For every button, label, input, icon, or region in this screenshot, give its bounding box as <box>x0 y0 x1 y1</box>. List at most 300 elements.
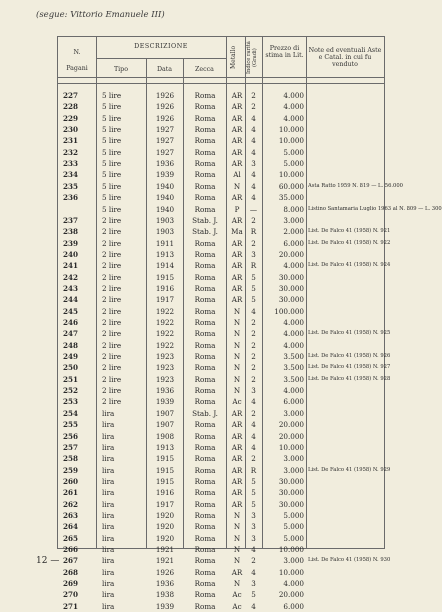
coin-type: 5 lire <box>102 193 122 203</box>
coin-date: 1940 <box>155 204 175 214</box>
coin-mint: Roma <box>194 590 216 600</box>
coin-price: 3.000 <box>283 556 304 566</box>
coin-type: lira <box>102 510 115 520</box>
coin-type: lira <box>102 465 115 475</box>
coin-rarity: 5 <box>251 499 256 509</box>
header-zecca: Zecca <box>195 66 214 73</box>
coin-metal: N <box>233 340 241 350</box>
coin-type: 5 lire <box>102 159 122 169</box>
coin-type: 5 lire <box>102 181 122 191</box>
table-row <box>58 453 384 464</box>
coin-mint: Roma <box>194 170 216 180</box>
header-rarita: Indice rarità (Gradi) <box>246 41 258 74</box>
row-number: 254 <box>63 408 79 418</box>
coin-date: 1939 <box>155 170 175 180</box>
coin-mint: Roma <box>194 306 216 316</box>
row-number: 245 <box>63 306 79 316</box>
header-divider <box>58 83 384 84</box>
coin-price: 4.000 <box>283 386 304 396</box>
coin-rarity: 5 <box>251 295 256 305</box>
coin-rarity: R <box>250 227 257 237</box>
coin-note: Listino Santamaria Luglio 1963 al N. 809 — L. 300 <box>308 205 442 212</box>
coin-price: 4.000 <box>283 340 304 350</box>
coin-date: 1915 <box>155 476 175 486</box>
coin-date: 1915 <box>155 454 175 464</box>
header-numero: N. <box>73 49 81 56</box>
row-number: 239 <box>63 238 79 248</box>
coin-note: List. De Falco 41 (1958) N. 930 <box>308 557 391 564</box>
coin-price: 8.000 <box>283 204 304 214</box>
coin-metal: AR <box>231 431 243 441</box>
coin-rarity: 5 <box>251 590 256 600</box>
coin-price: 6.000 <box>283 238 304 248</box>
row-number: 266 <box>63 545 79 554</box>
table-row <box>58 567 384 578</box>
coin-type: 2 lire <box>102 249 122 259</box>
row-number: 242 <box>63 272 79 282</box>
coin-mint: Roma <box>194 431 216 441</box>
coin-mint: Roma <box>194 465 216 475</box>
coin-date: 1926 <box>155 567 175 577</box>
coin-date: 1915 <box>155 272 175 282</box>
row-number: 261 <box>63 488 79 498</box>
coin-type: 2 lire <box>102 352 122 362</box>
table-row <box>58 589 384 600</box>
coin-rarity: — <box>249 204 258 214</box>
coin-price: 4.000 <box>283 261 304 271</box>
coin-mint: Stab. J. <box>192 408 218 418</box>
page-number: 12 — <box>36 556 60 566</box>
coin-price: 30.000 <box>278 295 304 305</box>
coin-date: 1922 <box>155 318 175 327</box>
coin-price: 10.000 <box>278 170 304 180</box>
coin-date: 1913 <box>155 442 175 452</box>
coin-mint: Stab. J. <box>192 215 218 225</box>
row-number: 270 <box>63 590 79 600</box>
row-number: 240 <box>63 249 79 259</box>
coin-mint: Roma <box>194 567 216 577</box>
row-number: 263 <box>63 510 79 520</box>
coin-date: 1922 <box>155 329 175 339</box>
coin-type: 2 lire <box>102 227 122 237</box>
coin-date: 1939 <box>155 601 175 611</box>
row-number: 257 <box>63 442 79 452</box>
coin-price: 10.000 <box>278 545 304 554</box>
row-number: 256 <box>63 431 79 441</box>
coin-date: 1915 <box>155 465 175 475</box>
coin-mint: Roma <box>194 579 216 589</box>
table-row <box>58 113 384 124</box>
coin-note: List. De Falco 41 (1958) N. 927 <box>308 364 391 371</box>
coin-mint: Roma <box>194 374 216 384</box>
header-descrizione: DESCRIZIONE <box>134 43 188 50</box>
coin-price: 35.000 <box>278 193 304 203</box>
coin-rarity: 4 <box>251 420 256 430</box>
coin-date: 1916 <box>155 488 175 498</box>
coin-metal: AR <box>231 454 243 464</box>
coin-date: 1938 <box>155 590 175 600</box>
table-row <box>58 362 391 373</box>
table-row <box>58 101 384 112</box>
row-number: 244 <box>63 295 79 305</box>
coin-mint: Roma <box>194 159 216 169</box>
coin-type: lira <box>102 431 115 441</box>
row-number: 246 <box>63 318 79 327</box>
coin-date: 1923 <box>155 374 175 384</box>
table-row <box>58 487 384 498</box>
coin-mint: Roma <box>194 545 216 554</box>
row-number: 260 <box>63 476 79 486</box>
coin-rarity: 4 <box>251 170 256 180</box>
row-number: 243 <box>63 283 79 293</box>
coin-date: 1940 <box>155 193 175 203</box>
row-number: 227 <box>63 91 79 100</box>
coin-type: lira <box>102 408 115 418</box>
coin-price: 5.000 <box>283 533 304 543</box>
coin-date: 1903 <box>155 227 175 237</box>
coin-price: 6.000 <box>283 601 304 611</box>
coin-type: 2 lire <box>102 374 122 384</box>
coin-price: 30.000 <box>278 272 304 282</box>
coin-date: 1922 <box>155 306 175 316</box>
coin-metal: AR <box>231 476 243 486</box>
row-number: 236 <box>63 193 79 203</box>
coin-price: 30.000 <box>278 499 304 509</box>
coin-mint: Roma <box>194 136 216 146</box>
header-note: Note ed eventuali Aste e Catal. in cui fu venduto <box>308 47 382 68</box>
coin-note: List. De Falco 41 (1958) N. 929 <box>308 466 391 473</box>
table-row <box>58 249 384 260</box>
coin-price: 10.000 <box>278 442 304 452</box>
table-row <box>58 510 384 521</box>
coin-rarity: 2 <box>251 102 256 112</box>
coin-metal: AR <box>231 261 243 271</box>
coin-type: lira <box>102 454 115 464</box>
header-divider <box>58 77 384 78</box>
coin-type: 2 lire <box>102 329 122 339</box>
coin-rarity: 4 <box>251 306 256 316</box>
table-row <box>58 306 384 317</box>
table-row <box>58 419 384 430</box>
coin-price: 4.000 <box>283 318 304 327</box>
coin-type: 2 lire <box>102 272 122 282</box>
coin-mint: Roma <box>194 181 216 191</box>
table-row <box>58 351 391 362</box>
coin-rarity: 5 <box>251 272 256 282</box>
coin-type: 2 lire <box>102 295 122 305</box>
coin-date: 1921 <box>155 545 175 554</box>
coin-mint: Roma <box>194 397 216 407</box>
coin-mint: Roma <box>194 533 216 543</box>
table-row <box>58 169 384 180</box>
coin-type: lira <box>102 567 115 577</box>
table-row <box>58 555 391 566</box>
coin-rarity: 4 <box>251 147 256 157</box>
coin-date: 1927 <box>155 147 175 157</box>
table-row <box>58 442 384 453</box>
row-number: 255 <box>63 420 79 430</box>
coin-mint: Roma <box>194 102 216 112</box>
coin-date: 1920 <box>155 522 175 532</box>
coin-price: 3.000 <box>283 215 304 225</box>
coin-type: 5 lire <box>102 91 122 100</box>
coin-type: lira <box>102 476 115 486</box>
coin-price: 5.000 <box>283 510 304 520</box>
table-row <box>58 226 391 237</box>
table-row <box>58 294 384 305</box>
coin-mint: Roma <box>194 261 216 271</box>
row-number: 237 <box>63 215 79 225</box>
coin-mint: Roma <box>194 488 216 498</box>
coin-date: 1908 <box>155 431 175 441</box>
coin-note: Asta Ratto 1959 N. 819 — L. 56.000 <box>308 182 403 189</box>
coin-mint: Roma <box>194 113 216 123</box>
coin-rarity: 5 <box>251 488 256 498</box>
coin-mint: Roma <box>194 193 216 203</box>
row-number: 241 <box>63 261 79 271</box>
coin-mint: Roma <box>194 363 216 373</box>
coin-metal: AR <box>231 91 243 100</box>
coin-metal: AR <box>231 420 243 430</box>
coin-type: 5 lire <box>102 147 122 157</box>
coin-price: 3.500 <box>283 363 304 373</box>
coin-metal: AR <box>231 136 243 146</box>
coin-type: lira <box>102 556 115 566</box>
coin-price: 100.000 <box>274 306 304 316</box>
coin-rarity: 3 <box>251 159 256 169</box>
header-tipo: Tipo <box>113 66 129 73</box>
table-row <box>58 431 384 442</box>
coin-rarity: 2 <box>251 408 256 418</box>
catalog-table <box>57 36 442 611</box>
coin-metal: AR <box>231 102 243 112</box>
header-pagani: Pagani <box>66 65 88 72</box>
coin-note: List. De Falco 41 (1958) N. 925 <box>308 330 391 337</box>
header-prezzo: Prezzo di stima in Lit. <box>265 45 304 59</box>
header-divider <box>96 58 226 59</box>
coin-metal: AR <box>231 408 243 418</box>
coin-rarity: 3 <box>251 249 256 259</box>
coin-type: lira <box>102 488 115 498</box>
table-row <box>58 238 391 249</box>
coin-type: lira <box>102 579 115 589</box>
row-number: 234 <box>63 170 79 180</box>
coin-mint: Roma <box>194 454 216 464</box>
coin-metal: Ac <box>232 601 242 611</box>
coin-rarity: 4 <box>251 545 256 554</box>
coin-type: 2 lire <box>102 340 122 350</box>
coin-metal: AR <box>231 193 243 203</box>
coin-mint: Roma <box>194 510 216 520</box>
table-row <box>58 385 384 396</box>
coin-price: 10.000 <box>278 567 304 577</box>
row-number: 268 <box>63 567 79 577</box>
coin-metal: N <box>233 181 241 191</box>
row-number: 248 <box>63 340 79 350</box>
coin-type: 5 lire <box>102 204 122 214</box>
coin-type: lira <box>102 590 115 600</box>
coin-type: 5 lire <box>102 170 122 180</box>
coin-date: 1940 <box>155 181 175 191</box>
coin-type: 2 lire <box>102 363 122 373</box>
table-row <box>58 158 384 169</box>
coin-date: 1939 <box>155 397 175 407</box>
coin-metal: AR <box>231 488 243 498</box>
header-note: (segue: Vittorio Emanuele III) <box>36 10 165 20</box>
coin-metal: AR <box>231 272 243 282</box>
coin-metal: Ac <box>232 397 242 407</box>
table-row <box>58 135 384 146</box>
coin-price: 20.000 <box>278 249 304 259</box>
coin-mint: Roma <box>194 420 216 430</box>
coin-date: 1917 <box>155 295 175 305</box>
coin-mint: Stab. J. <box>192 227 218 237</box>
coin-rarity: 4 <box>251 601 256 611</box>
coin-type: lira <box>102 499 115 509</box>
coin-rarity: 2 <box>251 454 256 464</box>
coin-price: 4.000 <box>283 102 304 112</box>
table-row <box>58 260 391 271</box>
coin-metal: N <box>233 386 241 396</box>
row-number: 233 <box>63 159 79 169</box>
coin-mint: Roma <box>194 91 216 100</box>
coin-date: 1936 <box>155 386 175 396</box>
coin-rarity: 2 <box>251 318 256 327</box>
coin-price: 4.000 <box>283 91 304 100</box>
coin-metal: Ma <box>231 227 243 237</box>
coin-note: List. De Falco 41 (1958) N. 924 <box>308 262 391 269</box>
coin-mint: Roma <box>194 556 216 566</box>
coin-rarity: 2 <box>251 352 256 362</box>
coin-metal: AR <box>231 215 243 225</box>
coin-rarity: 2 <box>251 556 256 566</box>
coin-date: 1907 <box>155 420 175 430</box>
row-number: 267 <box>63 556 79 566</box>
table-row <box>58 465 391 476</box>
coin-rarity: 2 <box>251 91 256 100</box>
table-row <box>58 544 384 555</box>
table-row <box>58 283 384 294</box>
coin-rarity: 3 <box>251 533 256 543</box>
table-row <box>58 499 384 510</box>
coin-metal: N <box>233 329 241 339</box>
coin-note: List. De Falco 41 (1958) N. 922 <box>308 239 391 246</box>
coin-mint: Roma <box>194 272 216 282</box>
coin-metal: N <box>233 510 241 520</box>
coin-price: 3.500 <box>283 352 304 362</box>
row-number: 258 <box>63 454 79 464</box>
coin-price: 20.000 <box>278 431 304 441</box>
row-number: 262 <box>63 499 79 509</box>
table-row <box>58 215 384 226</box>
row-number: 259 <box>63 465 79 475</box>
coin-type: 5 lire <box>102 102 122 112</box>
table-row <box>58 181 403 192</box>
coin-metal: AR <box>231 147 243 157</box>
coin-date: 1917 <box>155 499 175 509</box>
row-number: 249 <box>63 352 79 362</box>
coin-price: 5.000 <box>283 522 304 532</box>
coin-type: 5 lire <box>102 125 122 135</box>
coin-price: 4.000 <box>283 579 304 589</box>
coin-mint: Roma <box>194 238 216 248</box>
coin-type: lira <box>102 522 115 532</box>
coin-type: 2 lire <box>102 261 122 271</box>
table-row <box>58 340 384 351</box>
coin-metal: N <box>233 374 241 384</box>
table-row <box>58 408 384 419</box>
coin-type: 2 lire <box>102 318 122 327</box>
coin-date: 1914 <box>155 261 175 271</box>
coin-price: 3.000 <box>283 465 304 475</box>
table-row <box>58 147 384 158</box>
coin-price: 5.000 <box>283 159 304 169</box>
table-row <box>58 192 384 203</box>
row-number: 250 <box>63 363 79 373</box>
coin-metal: AR <box>231 125 243 135</box>
coin-price: 30.000 <box>278 476 304 486</box>
coin-rarity: 4 <box>251 125 256 135</box>
row-number: 271 <box>63 601 79 611</box>
coin-price: 3.000 <box>283 408 304 418</box>
coin-type: lira <box>102 601 115 611</box>
coin-type: 2 lire <box>102 386 122 396</box>
coin-mint: Roma <box>194 249 216 259</box>
coin-type: lira <box>102 545 115 554</box>
coin-metal: AR <box>231 113 243 123</box>
coin-rarity: 2 <box>251 340 256 350</box>
coin-rarity: 2 <box>251 238 256 248</box>
row-number: 229 <box>63 113 79 123</box>
coin-price: 30.000 <box>278 283 304 293</box>
coin-rarity: 4 <box>251 397 256 407</box>
coin-type: 2 lire <box>102 238 122 248</box>
coin-type: lira <box>102 442 115 452</box>
table-row <box>58 317 384 328</box>
coin-type: 2 lire <box>102 215 122 225</box>
coin-type: 2 lire <box>102 283 122 293</box>
coin-date: 1926 <box>155 113 175 123</box>
coin-metal: N <box>233 306 241 316</box>
header-metallo: Metallo <box>230 45 237 70</box>
coin-price: 20.000 <box>278 420 304 430</box>
coin-type: 2 lire <box>102 306 122 316</box>
coin-date: 1907 <box>155 408 175 418</box>
coin-price: 20.000 <box>278 590 304 600</box>
coin-rarity: 4 <box>251 113 256 123</box>
table-row <box>58 124 384 135</box>
coin-rarity: 5 <box>251 476 256 486</box>
coin-price: 10.000 <box>278 125 304 135</box>
coin-mint: Roma <box>194 204 216 214</box>
row-number: 247 <box>63 329 79 339</box>
coin-metal: AR <box>231 442 243 452</box>
coin-metal: N <box>233 533 241 543</box>
coin-date: 1911 <box>155 238 175 248</box>
coin-mint: Roma <box>194 442 216 452</box>
coin-metal: N <box>233 318 241 327</box>
row-number: 269 <box>63 579 79 589</box>
row-number: 251 <box>63 374 79 384</box>
coin-type: 5 lire <box>102 136 122 146</box>
coin-metal: N <box>233 363 241 373</box>
coin-price: 6.000 <box>283 397 304 407</box>
table-row <box>58 396 384 407</box>
table-row <box>58 521 384 532</box>
coin-date: 1903 <box>155 215 175 225</box>
table-row <box>58 272 384 283</box>
coin-mint: Roma <box>194 352 216 362</box>
